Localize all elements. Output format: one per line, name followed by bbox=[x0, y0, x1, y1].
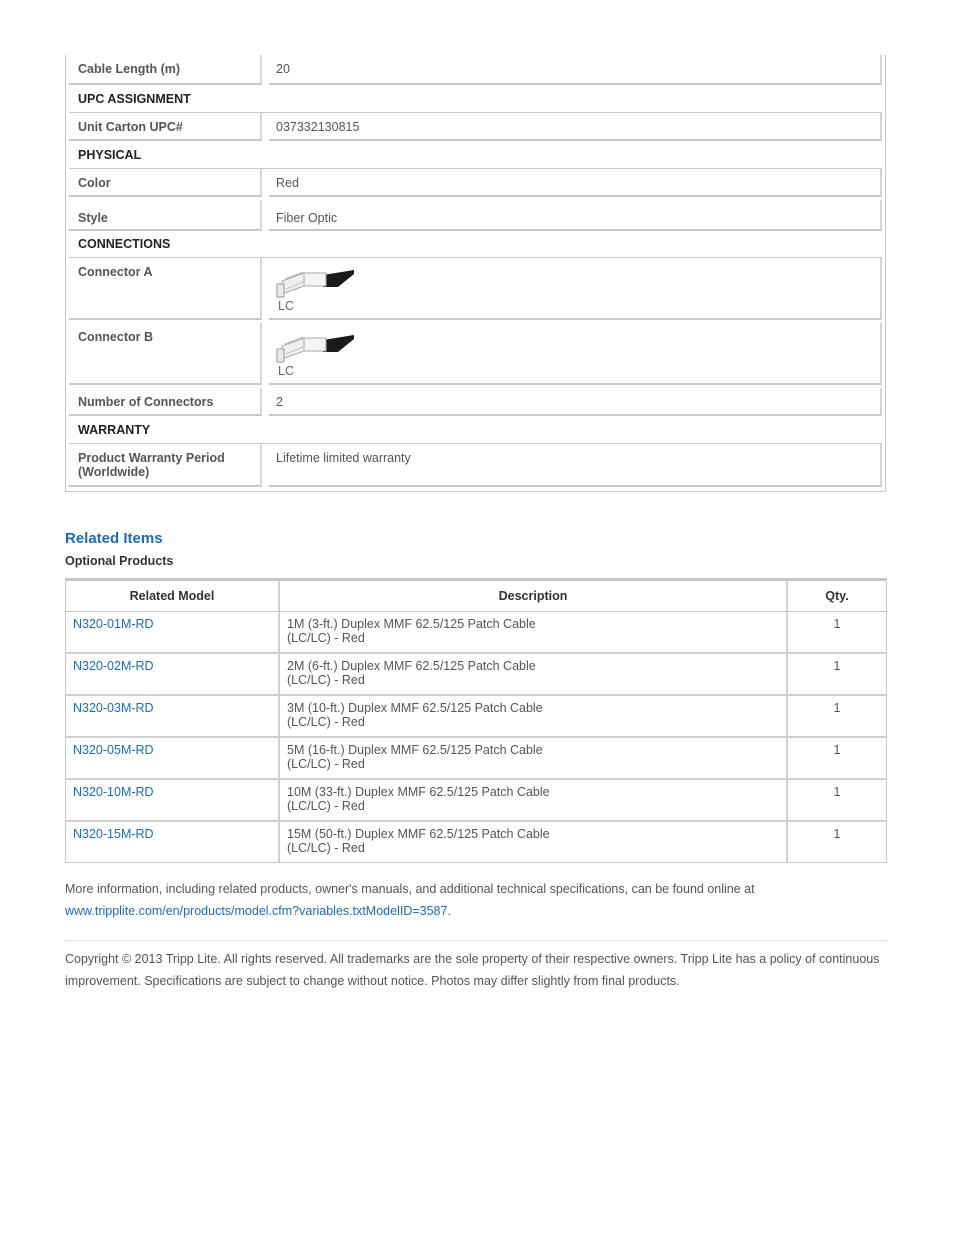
model-link[interactable]: N320-05M-RD bbox=[73, 743, 154, 757]
model-link[interactable]: N320-02M-RD bbox=[73, 659, 154, 673]
spec-label-line: Product Warranty Period bbox=[78, 451, 225, 465]
spec-label: Connector B bbox=[69, 323, 262, 385]
header-qty: Qty. bbox=[825, 589, 849, 603]
header-description: Description bbox=[498, 589, 568, 603]
spec-value-cell bbox=[269, 258, 882, 320]
spec-row-connector-a bbox=[69, 258, 882, 320]
connector-type-label: LC bbox=[278, 299, 294, 313]
description-cell bbox=[287, 617, 587, 645]
section-header-physical: PHYSICAL bbox=[69, 141, 882, 169]
more-info-period: . bbox=[447, 904, 451, 918]
lc-connector-icon bbox=[276, 332, 356, 364]
spec-value-cell bbox=[269, 323, 882, 385]
product-page-link[interactable]: www.tripplite.com/en/products/model.cfm?variables.txtModelID=3587 bbox=[65, 904, 448, 918]
table-row bbox=[66, 612, 886, 654]
spec-label: Unit Carton UPC# bbox=[69, 113, 262, 141]
section-header-upc: UPC ASSIGNMENT bbox=[69, 85, 882, 113]
qty-cell: 1 bbox=[833, 617, 841, 631]
section-header-warranty: WARRANTY bbox=[69, 416, 882, 444]
qty-cell: 1 bbox=[833, 659, 841, 673]
spec-label: Connector A bbox=[69, 258, 262, 320]
spec-row-number-of-connectors bbox=[69, 388, 882, 416]
spec-value: 20 bbox=[269, 55, 882, 85]
table-row bbox=[66, 738, 886, 780]
spec-value: 037332130815 bbox=[269, 113, 882, 141]
spec-row-connector-b bbox=[69, 323, 882, 385]
model-link[interactable]: N320-10M-RD bbox=[73, 785, 154, 799]
table-row bbox=[66, 696, 886, 738]
copyright-notice: Copyright © 2013 Tripp Lite. All rights reserved. All trademarks are the sole property of their respective owners. Tripp Lite has a policy of continuous improvement. Specifications are subject to change without notice. Photos may differ slightly from final products. bbox=[65, 952, 880, 988]
spec-value: 2 bbox=[269, 388, 882, 416]
table-row bbox=[66, 654, 886, 696]
qty-cell: 1 bbox=[833, 785, 841, 799]
description-cell bbox=[287, 659, 587, 687]
specifications-table bbox=[65, 55, 886, 492]
spec-label bbox=[69, 444, 262, 487]
optional-products-label: Optional Products bbox=[65, 554, 174, 568]
spec-row-warranty-period bbox=[69, 444, 882, 487]
related-products-table bbox=[65, 578, 887, 863]
footer-divider bbox=[65, 940, 887, 941]
more-info-paragraph bbox=[65, 878, 895, 922]
desc-line: (LC/LC) - Red bbox=[287, 715, 365, 729]
spec-value: Red bbox=[269, 169, 882, 197]
desc-line: 5M (16-ft.) Duplex MMF 62.5/125 Patch Cable bbox=[287, 743, 543, 757]
qty-cell: 1 bbox=[833, 827, 841, 841]
description-cell bbox=[287, 701, 587, 729]
table-row bbox=[66, 822, 886, 864]
section-header-connections: CONNECTIONS bbox=[69, 230, 882, 258]
spec-row-cable-length bbox=[69, 55, 882, 85]
spec-label: Style bbox=[69, 200, 262, 231]
spec-row-style bbox=[69, 200, 882, 231]
description-cell bbox=[287, 827, 587, 855]
table-header bbox=[66, 581, 886, 612]
table-row bbox=[66, 780, 886, 822]
more-info-text: More information, including related products, owner's manuals, and additional technical specifications, can be found online at bbox=[65, 882, 755, 896]
spec-value: Fiber Optic bbox=[269, 200, 882, 231]
desc-line: 3M (10-ft.) Duplex MMF 62.5/125 Patch Cable bbox=[287, 701, 543, 715]
qty-cell: 1 bbox=[833, 701, 841, 715]
header-related-model: Related Model bbox=[129, 589, 215, 603]
spec-label: Color bbox=[69, 169, 262, 197]
spec-row-unit-carton-upc bbox=[69, 113, 882, 141]
lc-connector-icon bbox=[276, 267, 356, 299]
desc-line: 1M (3-ft.) Duplex MMF 62.5/125 Patch Cable bbox=[287, 617, 536, 631]
model-link[interactable]: N320-15M-RD bbox=[73, 827, 154, 841]
desc-line: (LC/LC) - Red bbox=[287, 631, 365, 645]
desc-line: (LC/LC) - Red bbox=[287, 799, 365, 813]
model-link[interactable]: N320-01M-RD bbox=[73, 617, 154, 631]
spec-row-color bbox=[69, 169, 882, 197]
related-items-heading: Related Items bbox=[65, 530, 163, 547]
desc-line: (LC/LC) - Red bbox=[287, 673, 365, 687]
qty-cell: 1 bbox=[833, 743, 841, 757]
model-link[interactable]: N320-03M-RD bbox=[73, 701, 154, 715]
desc-line: 15M (50-ft.) Duplex MMF 62.5/125 Patch Cable bbox=[287, 827, 550, 841]
spec-value: Lifetime limited warranty bbox=[269, 444, 882, 487]
connector-type-label: LC bbox=[278, 364, 294, 378]
desc-line: (LC/LC) - Red bbox=[287, 757, 365, 771]
desc-line: 2M (6-ft.) Duplex MMF 62.5/125 Patch Cable bbox=[287, 659, 536, 673]
spec-label: Cable Length (m) bbox=[69, 55, 262, 85]
spec-label-line: (Worldwide) bbox=[78, 465, 150, 479]
description-cell bbox=[287, 785, 587, 813]
spec-label: Number of Connectors bbox=[69, 388, 262, 416]
description-cell bbox=[287, 743, 587, 771]
desc-line: (LC/LC) - Red bbox=[287, 841, 365, 855]
desc-line: 10M (33-ft.) Duplex MMF 62.5/125 Patch Cable bbox=[287, 785, 550, 799]
